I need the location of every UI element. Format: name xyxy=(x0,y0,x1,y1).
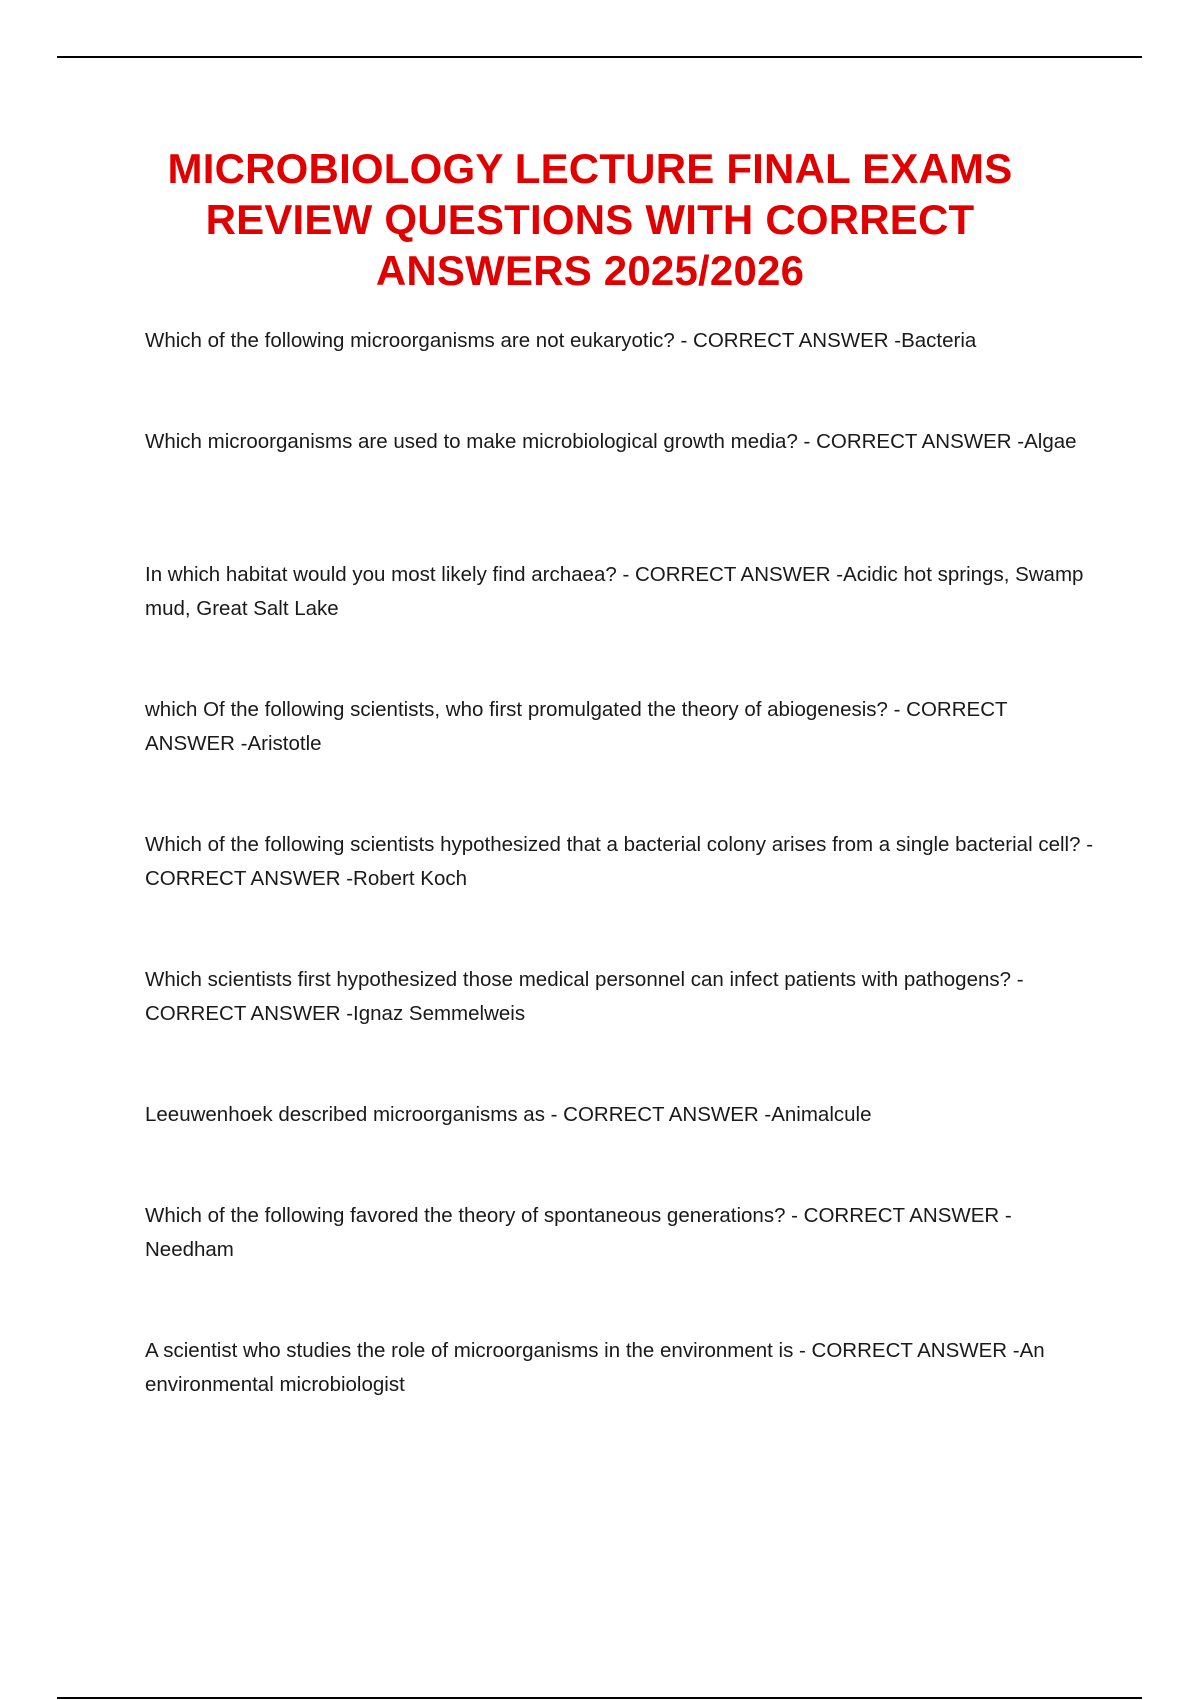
question-item: A scientist who studies the role of microorganisms in the environment is - CORRECT ANSWER -An environmental microbiologist xyxy=(145,1339,1045,1396)
top-divider xyxy=(57,56,1142,58)
document-title: MICROBIOLOGY LECTURE FINAL EXAMS REVIEW QUESTIONS WITH CORRECT ANSWERS 2025/2026 xyxy=(167,145,1013,294)
question-item: which Of the following scientists, who first promulgated the theory of abiogenesis? - CORRECT ANSWER -Aristotle xyxy=(145,698,1008,755)
question-item: Which of the following favored the theory of spontaneous generations? - CORRECT ANSWER -Needham xyxy=(145,1204,1012,1261)
bottom-divider xyxy=(57,1697,1142,1699)
question-item: Which scientists first hypothesized those medical personnel can infect patients with pathogens? - CORRECT ANSWER -Ignaz Semmelweis xyxy=(145,968,1024,1025)
question-item: Which of the following scientists hypothesized that a bacterial colony arises from a single bacterial cell? - CORRECT ANSWER -Robert Koch xyxy=(145,833,1094,890)
question-item: Which microorganisms are used to make microbiological growth media? - CORRECT ANSWER -Algae xyxy=(145,430,1077,453)
question-item: Leeuwenhoek described microorganisms as - CORRECT ANSWER -Animalcule xyxy=(145,1103,872,1126)
question-item: In which habitat would you most likely find archaea? - CORRECT ANSWER -Acidic hot springs, Swamp mud, Great Salt Lake xyxy=(145,563,1084,620)
question-item: Which of the following microorganisms are not eukaryotic? - CORRECT ANSWER -Bacteria xyxy=(145,329,977,352)
